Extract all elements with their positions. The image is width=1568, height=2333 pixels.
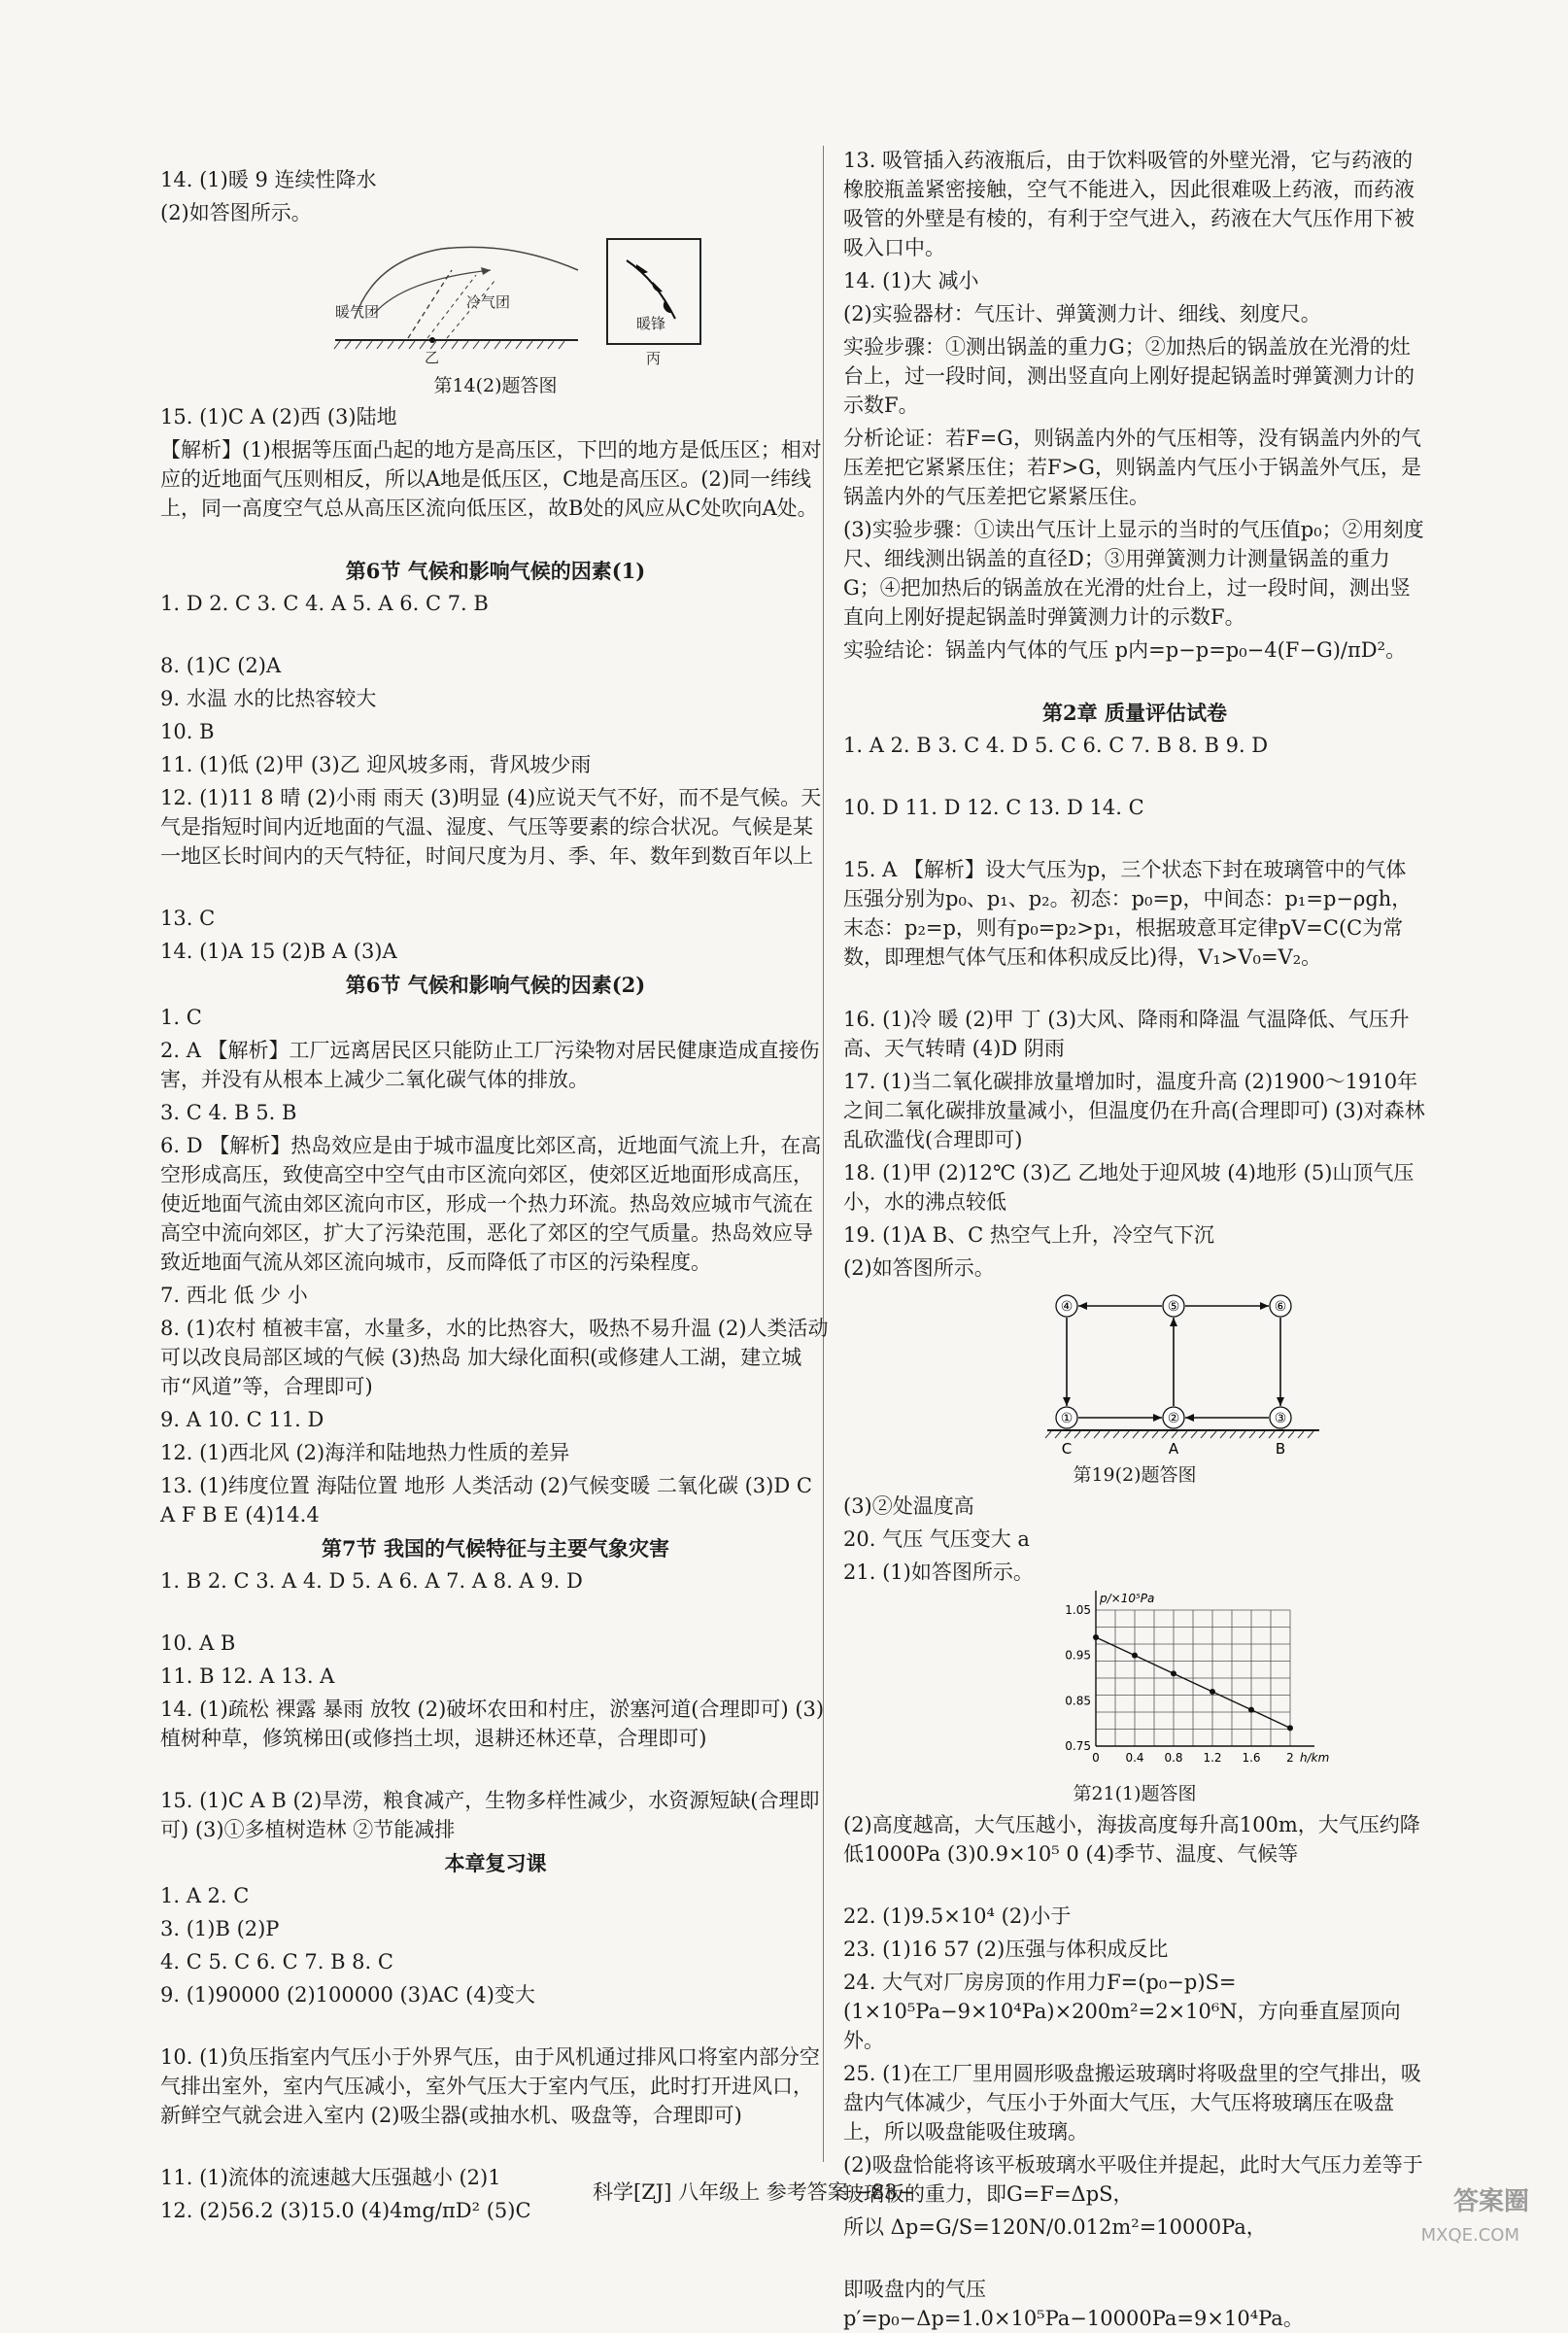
ground-hatch	[559, 341, 564, 349]
pressure-altitude-chart	[1052, 1591, 1330, 1775]
answer-text: 即吸盘内的气压 p′=p₀−Δp=1.0×10⁵Pa−10000Pa=9×10⁴Pa。	[843, 2278, 1304, 2330]
y-tick-label: 0.85	[1065, 1694, 1091, 1708]
answer-text: (2)如答图所示。	[843, 1256, 995, 1280]
ground-hatch	[1152, 1431, 1158, 1438]
answer-text: (2)实验器材：气压计、弹簧测力计、细线、刻度尺。	[843, 302, 1321, 326]
ground-hatch	[1172, 1431, 1177, 1438]
answer-text: (3)实验步骤：①读出气压计上显示的当时的气压值p₀；②用刻度尺、细线测出锅盖的直径D；③用弹簧测力计测量锅盖的重力G；④把加热后的锅盖放在光滑的灶台上，过一段时间，测出竖直向上刚好提起锅盖时弹簧测力计的示数F。	[843, 518, 1424, 629]
ground-hatch	[1055, 1431, 1061, 1438]
figure	[199, 231, 704, 371]
answer-text: 1. D 2. C 3. C 4. A 5. A 6. C 7. B	[160, 592, 489, 615]
ground-hatch	[1133, 1431, 1139, 1438]
ground-hatch	[473, 341, 479, 349]
ground-hatch	[1074, 1431, 1080, 1438]
page-footer: 科学[ZJ] 八年级上 参考答案 −83−	[593, 2180, 915, 2204]
answer-text: 实验结论：锅盖内气体的气压 p内=p−p=p₀−4(F−G)/πD²。	[843, 638, 1407, 662]
ground-hatch	[1094, 1431, 1100, 1438]
arrowhead-icon	[1078, 1302, 1087, 1310]
ground-hatch	[1308, 1431, 1313, 1438]
answer-text: 8. (1)农村 植被丰富，水量多，水的比热容大，吸热不易升温 (2)人类活动可以改良局部区域的气候 (3)热岛 加大绿化面积(或修建人工湖，建立城市“风道”等，合理即可)	[160, 1317, 829, 1398]
front-diagram	[199, 231, 704, 367]
ground-hatch	[1249, 1431, 1255, 1438]
answer-text: (3)②处温度高	[843, 1494, 974, 1518]
ground-hatch	[1123, 1431, 1129, 1438]
ground-hatch	[1298, 1431, 1304, 1438]
ground-hatch	[527, 341, 532, 349]
answer-text: 14. (1)大 减小	[843, 269, 979, 292]
ground-hatch	[1288, 1431, 1294, 1438]
ground-hatch	[441, 341, 447, 349]
ground-hatch	[1259, 1431, 1265, 1438]
circulation-diagram	[1038, 1287, 1339, 1457]
answer-text: 9. A 10. C 11. D	[160, 1408, 324, 1431]
ground-hatch	[505, 341, 511, 349]
answer-text: 1. A 2. B 3. C 4. D 5. C 6. C 7. B 8. B 9. D	[843, 734, 1269, 757]
section-heading: 第2章 质量评估试卷	[1042, 701, 1227, 725]
ground-hatch	[1045, 1431, 1051, 1438]
ground-hatch	[548, 341, 554, 349]
ground-label: C	[1061, 1440, 1073, 1458]
answer-text: 24. 大气对厂房房顶的作用力F=(p₀−p)S=(1×10⁵Pa−9×10⁴Pa)×200m²=2×10⁶N，方向垂直屋顶向外。	[843, 1971, 1401, 2052]
bing-label: 丙	[646, 350, 662, 367]
answer-text: 10. (1)负压指室内气压小于外界气压，由于风机通过排风口将室内部分空气排出室外，室内气压减小，室外气压大于室内气压，此时打开进风口，新鲜空气就会进入室内 (2)吸尘器(或抽水机、吸盘等，合理即可)	[160, 2045, 820, 2127]
answer-text: 2. A 【解析】工厂远离居民区只能防止工厂污染物对居民健康造成直接伤害，并没有从根本上减少二氧化碳气体的排放。	[160, 1039, 820, 1091]
x-tick-label: 2	[1286, 1751, 1294, 1765]
ground-label: A	[1168, 1440, 1179, 1458]
answer-text: 10. A B	[160, 1631, 236, 1655]
answer-text: 3. (1)B (2)P	[160, 1917, 280, 1940]
ground-hatch	[1230, 1431, 1236, 1438]
node-label: ④	[1060, 1299, 1074, 1315]
data-point	[1171, 1670, 1176, 1676]
section-heading: 第6节 气候和影响气候的因素(1)	[345, 559, 646, 583]
ground-hatch	[1084, 1431, 1090, 1438]
x-tick-label: 0.4	[1125, 1751, 1144, 1765]
y-tick-label: 0.95	[1065, 1648, 1091, 1663]
answer-text: (2)高度越高，大气压越小，海拔高度每升高100m，大气压约降低1000Pa (3)0.9×10⁵ 0 (4)季节、温度、气候等	[843, 1813, 1420, 1866]
ground-hatch	[345, 341, 351, 349]
warm-air-label: 暖气团	[335, 303, 380, 321]
answer-text: 7. 西北 低 少 小	[160, 1284, 308, 1307]
ground-hatch	[1269, 1431, 1275, 1438]
answer-text: 12. (1)11 8 晴 (2)小雨 雨天 (3)明显 (4)应说天气不好，而不是气候。天气是指短时间内近地面的气温、湿度、气压等要素的综合状况。气候是某一地区长时间内的天气特征，时间尺度为月、季、年、数年到数百年以上	[160, 786, 822, 868]
ground-hatch	[1191, 1431, 1197, 1438]
ground-hatch	[1065, 1431, 1071, 1438]
arrowhead-icon	[1260, 1302, 1269, 1310]
point-yi	[429, 337, 435, 343]
y-axis-label: p/×10⁵Pa	[1100, 1592, 1155, 1605]
warm-front-icon	[636, 264, 648, 273]
answer-text: 1. C	[160, 1006, 202, 1029]
answer-text: 10. D 11. D 12. C 13. D 14. C	[843, 796, 1144, 819]
figure-caption: 第14(2)题答图	[433, 375, 558, 396]
node-label: ③	[1274, 1411, 1287, 1426]
answer-text: 13. (1)纬度位置 海陆位置 地形 人类活动 (2)气候变暖 二氧化碳 (3)D C A F B E (4)14.4	[160, 1474, 812, 1527]
ground-hatch	[409, 341, 415, 349]
arrowhead-icon	[1185, 1414, 1194, 1422]
ground-hatch	[1278, 1431, 1284, 1438]
warm-front-icon	[653, 282, 663, 292]
node-label: ⑥	[1274, 1299, 1287, 1315]
front-line	[408, 270, 452, 338]
x-axis-label: h/km	[1300, 1751, 1330, 1765]
answer-text: 14. (1)暖 9 连续性降水	[160, 168, 377, 191]
ground-hatch	[377, 341, 383, 349]
watermark-url: MXQE.COM	[1420, 2225, 1519, 2246]
answer-text: 9. 水温 水的比热容较大	[160, 687, 377, 710]
ground-hatch	[398, 341, 404, 349]
arrowhead-icon	[1153, 1414, 1162, 1422]
answer-text: 25. (1)在工厂里用圆形吸盘搬运玻璃时将吸盘里的空气排出，吸盘内气体减少，气压小于外面大气压，大气压将玻璃压在吸盘上，所以吸盘能吸住玻璃。	[843, 2062, 1421, 2144]
answer-text: 3. C 4. B 5. B	[160, 1101, 297, 1124]
data-point	[1093, 1634, 1099, 1640]
answer-text: 分析论证：若F=G，则锅盖内外的气压相等，没有锅盖内外的气压差把它紧紧压住；若F>G，则锅盖内气压小于锅盖外气压，是锅盖内外的气压差把它紧紧压住。	[843, 427, 1421, 508]
answer-text: 10. B	[160, 720, 215, 743]
ground-hatch	[484, 341, 490, 349]
answer-text: 实验步骤：①测出锅盖的重力G；②加热后的锅盖放在光滑的灶台上，过一段时间，测出竖直向上刚好提起锅盖时弹簧测力计的示数F。	[843, 335, 1415, 417]
answer-text: 4. C 5. C 6. C 7. B 8. C	[160, 1950, 393, 1973]
answer-text: 1. A 2. C	[160, 1884, 250, 1907]
ground-hatch	[356, 341, 361, 349]
x-tick-label: 1.6	[1242, 1751, 1261, 1765]
data-point	[1210, 1689, 1215, 1695]
answer-text: 8. (1)C (2)A	[160, 654, 282, 677]
ground-hatch	[420, 341, 426, 349]
ground-hatch	[1181, 1431, 1187, 1438]
node-label: ②	[1167, 1411, 1180, 1426]
data-point	[1132, 1653, 1138, 1659]
answer-text: 15. (1)C A (2)西 (3)陆地	[160, 405, 397, 429]
answer-text: 15. A 【解析】设大气压为p，三个状态下封在玻璃管中的气体压强分别为p₀、p₁、p₂。初态：p₀=p，中间态：p₁=p−ρgh，末态：p₂=p，则有p₀=p₂>p₁，根据玻意耳定律pV=C(C为常数，即理想气体气压和体积成反比)得，V₁>V₀=V₂。	[843, 858, 1413, 969]
answer-text: 12. (2)56.2 (3)15.0 (4)4mg/πD² (5)C	[160, 2199, 531, 2222]
answer-text: 14. (1)A 15 (2)B A (3)A	[160, 940, 397, 963]
answer-text: 17. (1)当二氧化碳排放量增加时，温度升高 (2)1900～1910年之间二氧化碳排放量减小，但温度仍在升高(合理即可) (3)对森林乱砍滥伐(合理即可)	[843, 1070, 1425, 1151]
answer-text: 12. (1)西北风 (2)海洋和陆地热力性质的差异	[160, 1441, 570, 1464]
ground-hatch	[462, 341, 468, 349]
ground-hatch	[537, 341, 543, 349]
ground-hatch	[1142, 1431, 1148, 1438]
ground-hatch	[1162, 1431, 1168, 1438]
answer-text: 1. B 2. C 3. A 4. D 5. A 6. A 7. A 8. A 9. D	[160, 1569, 583, 1593]
y-tick-label: 0.75	[1065, 1739, 1091, 1753]
arrowhead-icon	[1063, 1397, 1071, 1406]
ground-label: B	[1275, 1440, 1286, 1458]
ground-hatch	[366, 341, 372, 349]
answer-text: 20. 气压 气压变大 a	[843, 1527, 1030, 1551]
answer-text: 所以 Δp=G/S=120N/0.012m²=10000Pa，	[843, 2215, 1267, 2239]
x-tick-label: 0.8	[1164, 1751, 1183, 1765]
answer-text: 13. C	[160, 907, 216, 930]
x-tick-label: 1.2	[1203, 1751, 1222, 1765]
ground-hatch	[388, 341, 393, 349]
section-heading: 第7节 我国的气候特征与主要气象灾害	[322, 1536, 669, 1561]
answer-text: 14. (1)疏松 裸露 暴雨 放牧 (2)破坏农田和村庄，淤塞河道(合理即可) (3)植树种草，修筑梯田(或修挡土坝，退耕还林还草，合理即可)	[160, 1698, 825, 1750]
answer-text: 18. (1)甲 (2)12℃ (3)乙 乙地处于迎风坡 (4)地形 (5)山顶气压小，水的沸点较低	[843, 1161, 1415, 1214]
figure	[1052, 1591, 1330, 1779]
node-label: ①	[1060, 1411, 1074, 1426]
answer-text: 16. (1)冷 暖 (2)甲 丁 (3)大风、降雨和降温 气温降低、气压升高、天气转晴 (4)D 阴雨	[843, 1008, 1410, 1060]
ground-hatch	[1201, 1431, 1207, 1438]
ground-hatch	[334, 341, 340, 349]
answer-text: 21. (1)如答图所示。	[843, 1561, 1034, 1584]
x-tick-label: 0	[1092, 1751, 1100, 1765]
section-heading: 第6节 气候和影响气候的因素(2)	[345, 973, 646, 997]
warm-front-icon	[664, 301, 672, 313]
answer-text: 11. (1)低 (2)甲 (3)乙 迎风坡多雨，背风坡少雨	[160, 753, 592, 776]
data-point	[1248, 1707, 1254, 1713]
ground-hatch	[1113, 1431, 1119, 1438]
ground-hatch	[516, 341, 522, 349]
ground-hatch	[452, 341, 458, 349]
y-tick-label: 1.05	[1065, 1603, 1091, 1617]
answer-text: 11. B 12. A 13. A	[160, 1664, 335, 1688]
ground-hatch	[1210, 1431, 1216, 1438]
answer-text: (2)吸盘恰能将该平板玻璃水平吸住并提起，此时大气压力差等于玻璃板的重力，即G=F=ΔpS，	[843, 2153, 1423, 2206]
answer-text: 22. (1)9.5×10⁴ (2)小于	[843, 1904, 1072, 1928]
answer-text: 【解析】(1)根据等压面凸起的地方是高压区，下凹的地方是低压区；相对应的近地面气压则相反，所以A地是低压区，C地是高压区。(2)同一纬线上，同一高度空气总从高压区流向低压区，故B处的风应从C处吹向A处。	[160, 438, 822, 520]
ground-hatch	[1240, 1431, 1245, 1438]
cold-air-label: 冷气团	[466, 293, 511, 311]
answer-text: 13. 吸管插入药液瓶后，由于饮料吸管的外壁光滑，它与药液的橡胶瓶盖紧密接触，空气不能进入，因此很难吸上药液，而药液吸管的外壁是有棱的，有利于空气进入，药液在大气压作用下被吸入口中。	[843, 149, 1415, 259]
node-label: ⑤	[1167, 1299, 1180, 1315]
answer-text: 15. (1)C A B (2)旱涝，粮食减产，生物多样性减少，水资源短缺(合理即可) (3)①多植树造林 ②节能减排	[160, 1789, 820, 1841]
answer-text: (2)如答图所示。	[160, 201, 312, 224]
flow-arrow-icon	[481, 267, 491, 275]
figure	[1038, 1287, 1339, 1460]
figure-caption: 第21(1)题答图	[1073, 1783, 1197, 1804]
figure-caption: 第19(2)题答图	[1073, 1464, 1197, 1486]
answer-text: 11. (1)流体的流速越大压强越小 (2)1	[160, 2166, 501, 2189]
answer-text: 23. (1)16 57 (2)压强与体积成反比	[843, 1938, 1169, 1961]
answer-text: 6. D 【解析】热岛效应是由于城市温度比郊区高，近地面气流上升，在高空形成高压，致使高空中空气由市区流向郊区，使郊区近地面形成高压，使近地面气流由郊区流向市区，形成一个热力环流。热岛效应城市气流在高空中流向郊区，扩大了污染范围，恶化了郊区的空气质量。热岛效应导致近地面气流从郊区流向城市，反而降低了市区的污染程度。	[160, 1134, 822, 1274]
ground-hatch	[1220, 1431, 1226, 1438]
answer-text: 9. (1)90000 (2)100000 (3)AC (4)变大	[160, 1983, 535, 2007]
arrowhead-icon	[1170, 1318, 1177, 1326]
ground-hatch	[494, 341, 500, 349]
watermark-logo: 答案圈	[1452, 2187, 1529, 2216]
warm-front-label: 暖锋	[636, 315, 666, 332]
section-heading: 本章复习课	[444, 1851, 547, 1875]
data-point	[1287, 1725, 1293, 1731]
yi-label: 乙	[425, 349, 440, 366]
arrowhead-icon	[1277, 1397, 1284, 1406]
ground-hatch	[1104, 1431, 1109, 1438]
answer-text: 19. (1)A B、C 热空气上升，冷空气下沉	[843, 1223, 1214, 1247]
